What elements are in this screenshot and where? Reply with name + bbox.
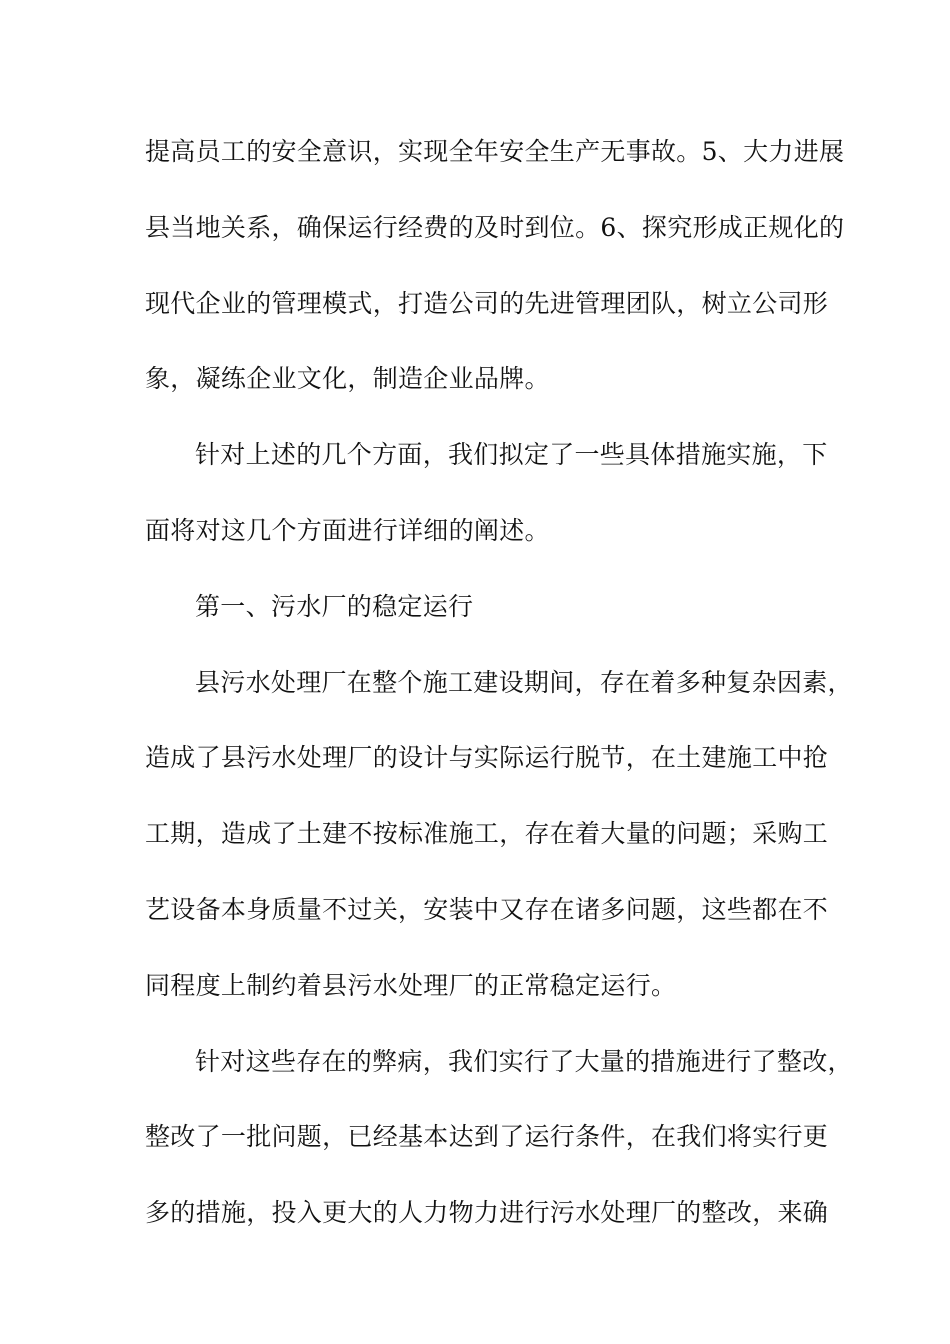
- text-line: 多的措施，投入更大的人力物力进行污水处理厂的整改，来确: [145, 1198, 829, 1228]
- text-line: 整改了一批问题，已经基本达到了运行条件，在我们将实行更: [145, 1122, 829, 1152]
- document-body: [145, 132, 853, 1269]
- paragraph-start-line: 针对这些存在的弊病，我们实行了大量的措施进行了整改，: [195, 1046, 853, 1076]
- text-line: 同程度上制约着县污水处理厂的正常稳定运行。: [145, 970, 677, 1000]
- text-line: 象，凝练企业文化，制造企业品牌。: [145, 364, 550, 394]
- text-line: 艺设备本身质量不过关，安装中又存在诸多问题，这些都在不: [145, 894, 829, 924]
- text-line: 现代企业的管理模式，打造公司的先进管理团队，树立公司形: [145, 288, 829, 318]
- text-line: 县当地关系，确保运行经费的及时到位。6、探究形成正规化的: [145, 212, 845, 242]
- text-line: 提高员工的安全意识，实现全年安全生产无事故。5、大力进展: [145, 137, 845, 166]
- section-heading: 第一、污水厂的稳定运行: [195, 591, 474, 621]
- paragraph-start-line: 针对上述的几个方面，我们拟定了一些具体措施实施，下: [195, 440, 828, 470]
- text-line: 面将对这几个方面进行详细的阐述。: [145, 515, 550, 545]
- text-line: 造成了县污水处理厂的设计与实际运行脱节，在土建施工中抢: [145, 743, 829, 773]
- paragraph-start-line: 县污水处理厂在整个施工建设期间，存在着多种复杂因素，: [195, 667, 853, 697]
- text-line: 工期，造成了土建不按标准施工，存在着大量的问题；采购工: [145, 819, 829, 849]
